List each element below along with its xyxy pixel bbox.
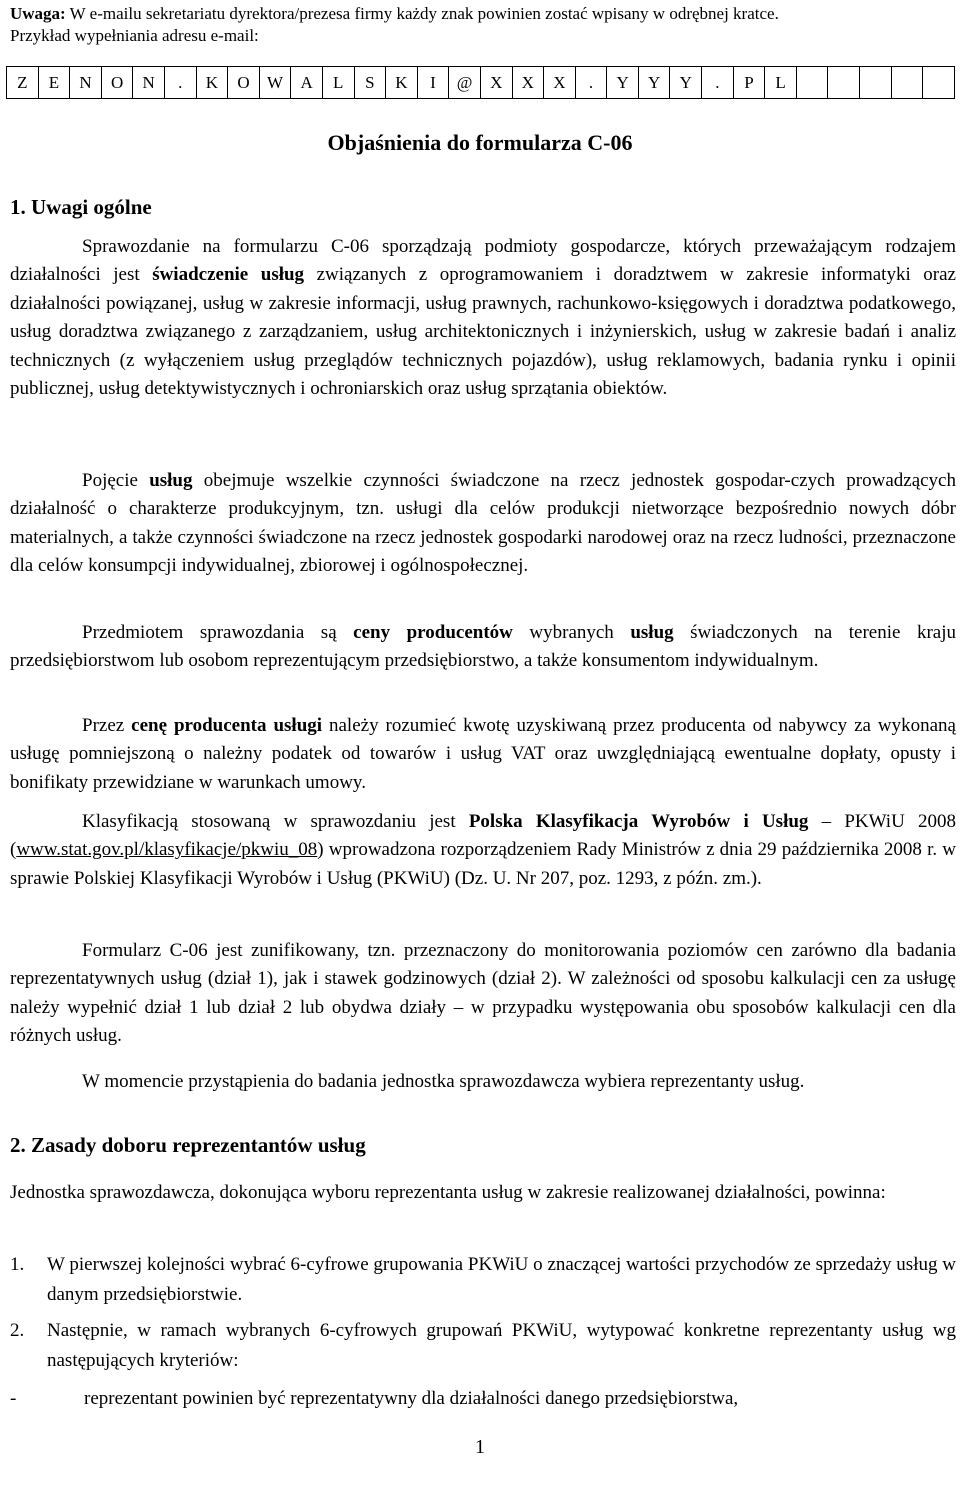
email-char-cell: O (228, 67, 260, 99)
email-char-cell (860, 67, 892, 99)
email-example-grid (6, 66, 955, 99)
email-char-cell: E (38, 67, 70, 99)
email-char-cell: Y (638, 67, 670, 99)
email-char-cell: . (164, 67, 196, 99)
email-char-cell: P (733, 67, 765, 99)
dash-bullet: - (10, 1388, 17, 1409)
section1-heading: 1. Uwagi ogólne (10, 195, 152, 219)
email-char-cell (923, 67, 955, 99)
email-char-cell: @ (449, 67, 481, 99)
paragraph-5: Klasyfikacją stosowaną w sprawozdaniu jest Polska Klasyfikacja Wyrobów i Usług – PKWiU 2008 (www.stat.gov.pl/klasyfikacje/pkwiu_08) wprowadzona rozporządzeniem Rady Ministrów z dnia 29 października 2008 r. w sprawie Polskiej Klasyfikacji Wyrobów i Usług (PKWiU) (Dz. U. Nr 207, poz. 1293, z późn. zm.). (10, 811, 956, 889)
email-char-cell: O (101, 67, 133, 99)
email-char-cell: . (702, 67, 734, 99)
email-char-cell: K (386, 67, 418, 99)
section2-heading: 2. Zasady doboru reprezentantów usług (10, 1133, 366, 1157)
email-notice (10, 3, 950, 47)
list-item-text: Następnie, w ramach wybranych 6-cyfrowych grupowań PKWiU, wytypować konkretne reprezentanty usług wg następujących kryteriów: (47, 1320, 956, 1371)
email-char-cell: I (417, 67, 449, 99)
email-char-cell (891, 67, 923, 99)
dash-list-item (10, 1384, 956, 1414)
paragraph-2: Pojęcie usług obejmuje wszelkie czynności świadczone na rzecz jednostek gospodar-czych prowadzących działalność o charakterze produkcyjnym, tzn. usługi dla celów produkcji nietworzące bezpośrednio nowych dóbr materialnych, a także czynności świadczone na rzecz jednostek gospodarki narodowej oraz na rzecz ludności, przeznaczone dla celów konsumpcji indywidualnej, zbiorowej i ogólnospołecznej. (10, 470, 956, 577)
page-title: Objaśnienia do formularza C-06 (327, 130, 633, 155)
email-char-cell (828, 67, 860, 99)
email-char-cell: W (259, 67, 291, 99)
page-number: 1 (475, 1436, 485, 1458)
email-char-cell: Z (7, 67, 39, 99)
list-item-number: 2. (10, 1320, 25, 1341)
email-char-cell: X (480, 67, 512, 99)
email-char-cell: Y (670, 67, 702, 99)
paragraph-4: Przez cenę producenta usługi należy rozumieć kwotę uzyskiwaną przez producenta od nabywcy za wykonaną usługę pomniejszoną o należny podatek od towarów i usług VAT oraz uwzględniającą ewentualne dopłaty, opusty i bonifikaty przewidziane w warunkach umowy. (10, 715, 956, 793)
email-char-cell: X (512, 67, 544, 99)
paragraph-3: Przedmiotem sprawozdania są ceny producentów wybranych usług świadczonych na terenie kraju przedsiębiorstwom lub osobom reprezentującym przedsiębiorstwo, a także konsumentom indywidualnym. (10, 622, 956, 672)
notice-line2: Przykład wypełniania adresu e-mail: (10, 26, 259, 45)
paragraph-1: Sprawozdanie na formularzu C-06 sporządzają podmioty gospodarcze, których przeważającym rodzajem działalności jest świadczenie usług związanych z oprogramowaniem i doradztwem w zakresie informatyki oraz działalności powiązanej, usług w zakresie informacji, usług prawnych, rachunkowo-księgowych i doradztwa podatkowego, usług doradztwa związanego z zarządzaniem, usług architektonicznych i inżynierskich, usług w zakresie badań i analiz technicznych (z wyłączeniem usług przeglądów technicznych pojazdów), usług reklamowych, badania rynku i opinii publicznej, usług detektywistycznych i ochroniarskich oraz usług sprzątania obiektów. (10, 236, 956, 400)
list-item (10, 1316, 956, 1376)
email-char-cell: X (544, 67, 576, 99)
list-item-number: 1. (10, 1254, 25, 1275)
dash-item-text: reprezentant powinien być reprezentatywny dla działalności danego przedsiębiorstwa, (84, 1388, 739, 1409)
email-char-cell: Y (607, 67, 639, 99)
email-char-cell (796, 67, 828, 99)
email-char-cell: N (70, 67, 102, 99)
pkwiu-link[interactable]: www.stat.gov.pl/klasyfikacje/pkwiu_08 (16, 839, 318, 861)
email-char-cell: S (354, 67, 386, 99)
list-item (10, 1250, 956, 1310)
email-char-cell: A (291, 67, 323, 99)
paragraph-7: W momencie przystąpienia do badania jednostka sprawozdawcza wybiera reprezentanty usług. (82, 1071, 805, 1092)
email-char-cell: . (575, 67, 607, 99)
paragraph-6: Formularz C-06 jest zunifikowany, tzn. przeznaczony do monitorowania poziomów cen zarówno dla badania reprezentatywnych usług (dział 1), jak i stawek godzinowych (dział 2). W zależności od sposobu kalkulacji cen za usługę należy wypełnić dział 1 lub dział 2 lub obydwa działy – w przypadku występowania obu sposobów kalkulacji cen dla różnych usług. (10, 940, 956, 1047)
notice-line1: W e-mailu sekretariatu dyrektora/prezesa firmy każdy znak powinien zostać wpisany w odrębnej kratce. (69, 4, 779, 23)
notice-label: Uwaga: (10, 4, 66, 23)
list-item-text: W pierwszej kolejności wybrać 6-cyfrowe grupowania PKWiU o znaczącej wartości przychodów ze sprzedaży usług w danym przedsiębiorstwie. (47, 1254, 956, 1305)
email-char-cell: L (765, 67, 797, 99)
email-char-cell: K (196, 67, 228, 99)
email-char-cell: N (133, 67, 165, 99)
section2-intro: Jednostka sprawozdawcza, dokonująca wyboru reprezentanta usług w zakresie realizowanej działalności, powinna: (10, 1182, 886, 1203)
email-char-cell: L (322, 67, 354, 99)
